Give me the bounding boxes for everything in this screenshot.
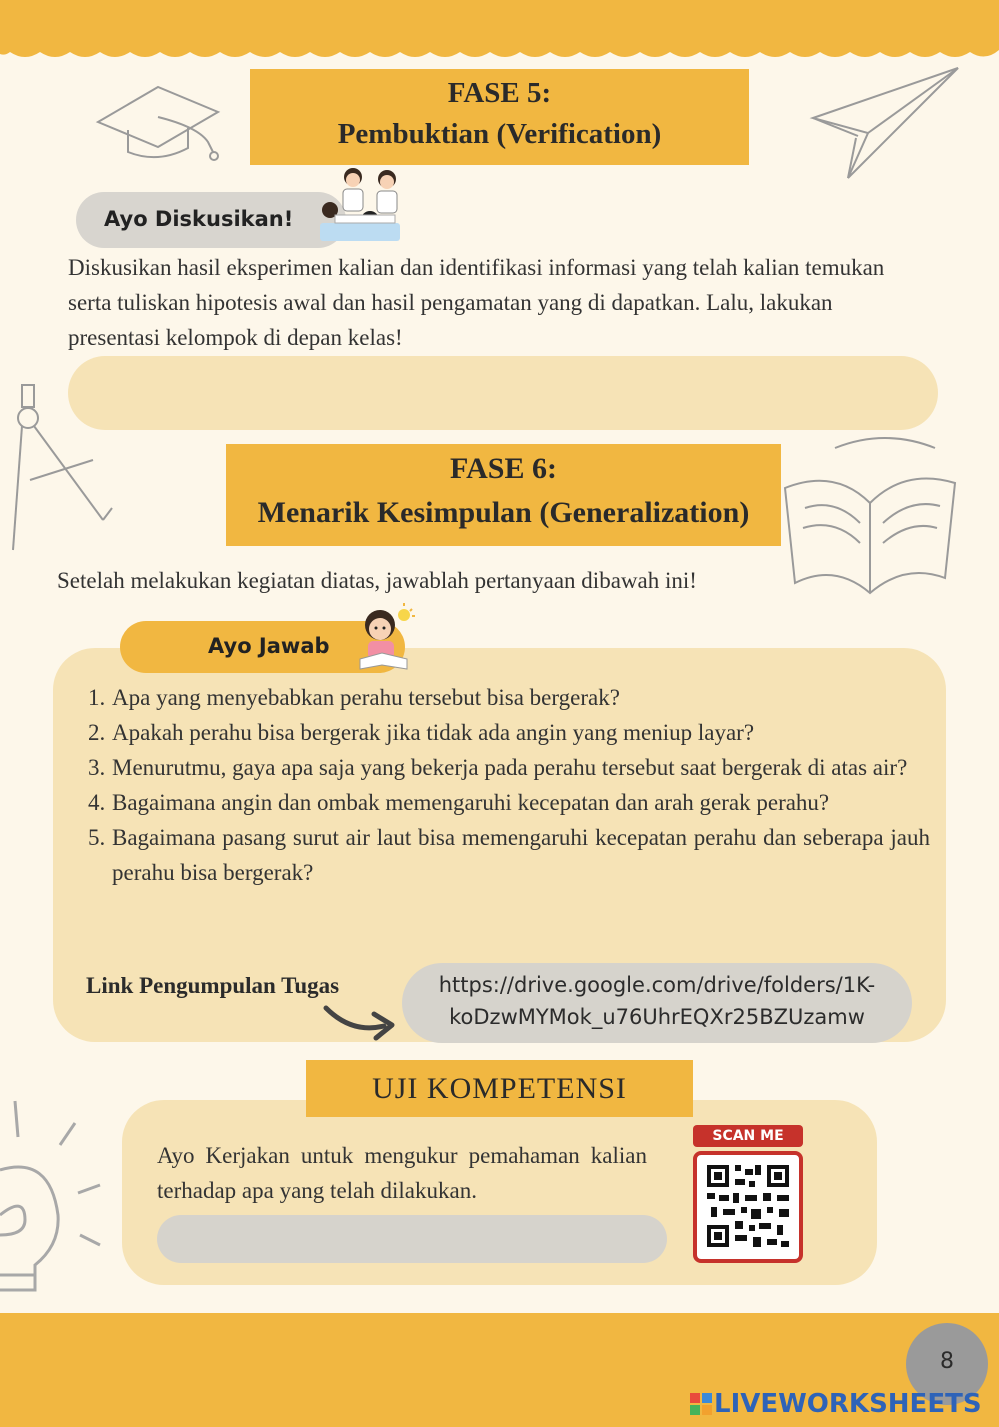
submission-link[interactable] <box>402 963 912 1043</box>
question-text: Apakah perahu bisa bergerak jika tidak ada angin yang meniup layar? <box>112 720 755 745</box>
question-text: Apa yang menyebabkan perahu tersebut bisa bergerak? <box>112 685 620 710</box>
uji-link-field[interactable] <box>157 1215 667 1263</box>
discuss-badge-label: Ayo Diskusikan! <box>104 207 294 231</box>
question-number: 5. <box>88 825 106 850</box>
graduation-cap-icon <box>88 72 238 162</box>
questions-list <box>88 680 930 890</box>
discuss-text: Diskusikan hasil eksperimen kalian dan identifikasi informasi yang telah kalian temukan serta tuliskan hipotesis awal dan hasil pengamatan yang di dapatkan. Lalu, lakukan presentasi kelompok di depan kelas! <box>68 255 885 350</box>
brand-name: LIVEWORKSHEETS <box>714 1389 982 1419</box>
phase6-header <box>226 444 781 546</box>
discuss-answer-field[interactable] <box>68 356 938 430</box>
kid-reading-illustration <box>352 603 422 673</box>
paper-plane-icon <box>808 58 968 188</box>
question-number: 4. <box>88 790 106 815</box>
qr-code-icon <box>693 1149 803 1265</box>
question-item <box>88 680 930 715</box>
question-number: 1. <box>88 685 106 710</box>
brand-logo-icon <box>690 1393 712 1415</box>
question-text: Bagaimana angin dan ombak memengaruhi kecepatan dan arah gerak perahu? <box>112 790 830 815</box>
phase6-title-line1: FASE 6: <box>450 452 557 485</box>
phase5-title-line2: Pembuktian (Verification) <box>337 118 662 150</box>
scan-me-label: SCAN ME <box>693 1125 803 1147</box>
lightbulb-icon <box>0 1095 110 1310</box>
question-item <box>88 785 930 820</box>
question-item <box>88 820 930 890</box>
question-item <box>88 750 930 785</box>
link-url-line1: https://drive.google.com/drive/folders/1K- <box>438 973 876 997</box>
link-label: Link Pengumpulan Tugas <box>86 973 340 998</box>
curved-arrow-icon <box>322 1000 402 1045</box>
answer-badge-label: Ayo Jawab <box>208 634 330 658</box>
question-text: Menurutmu, gaya apa saja yang bekerja pada perahu tersebut saat bergerak di atas air? <box>112 755 908 780</box>
uji-title: UJI KOMPETENSI <box>372 1072 627 1105</box>
question-number: 3. <box>88 755 106 780</box>
page-number: 8 <box>940 1349 954 1374</box>
phase5-title-line1: FASE 5: <box>447 77 552 109</box>
phase6-title-line2: Menarik Kesimpulan (Generalization) <box>257 496 750 529</box>
question-number: 2. <box>88 720 106 745</box>
qr-code-block[interactable] <box>693 1125 803 1265</box>
uji-header <box>306 1060 693 1117</box>
instruction-text: Setelah melakukan kegiatan diatas, jawablah pertanyaan dibawah ini! <box>57 568 697 593</box>
link-url-line2: koDzwMYMok_u76UhrEQXr25BZUzamw <box>449 1005 865 1029</box>
compass-icon <box>8 380 118 560</box>
question-text: Bagaimana pasang surut air laut bisa memengaruhi kecepatan perahu dan seberapa jauh perahu bisa bergerak? <box>112 825 930 885</box>
discuss-badge <box>76 192 346 248</box>
phase5-header <box>250 69 749 165</box>
question-item <box>88 715 930 750</box>
uji-text: Ayo Kerjakan untuk mengukur pemahaman kalian terhadap apa yang telah dilakukan. <box>157 1143 647 1203</box>
brand-logo <box>690 1389 990 1419</box>
students-illustration <box>315 165 410 245</box>
